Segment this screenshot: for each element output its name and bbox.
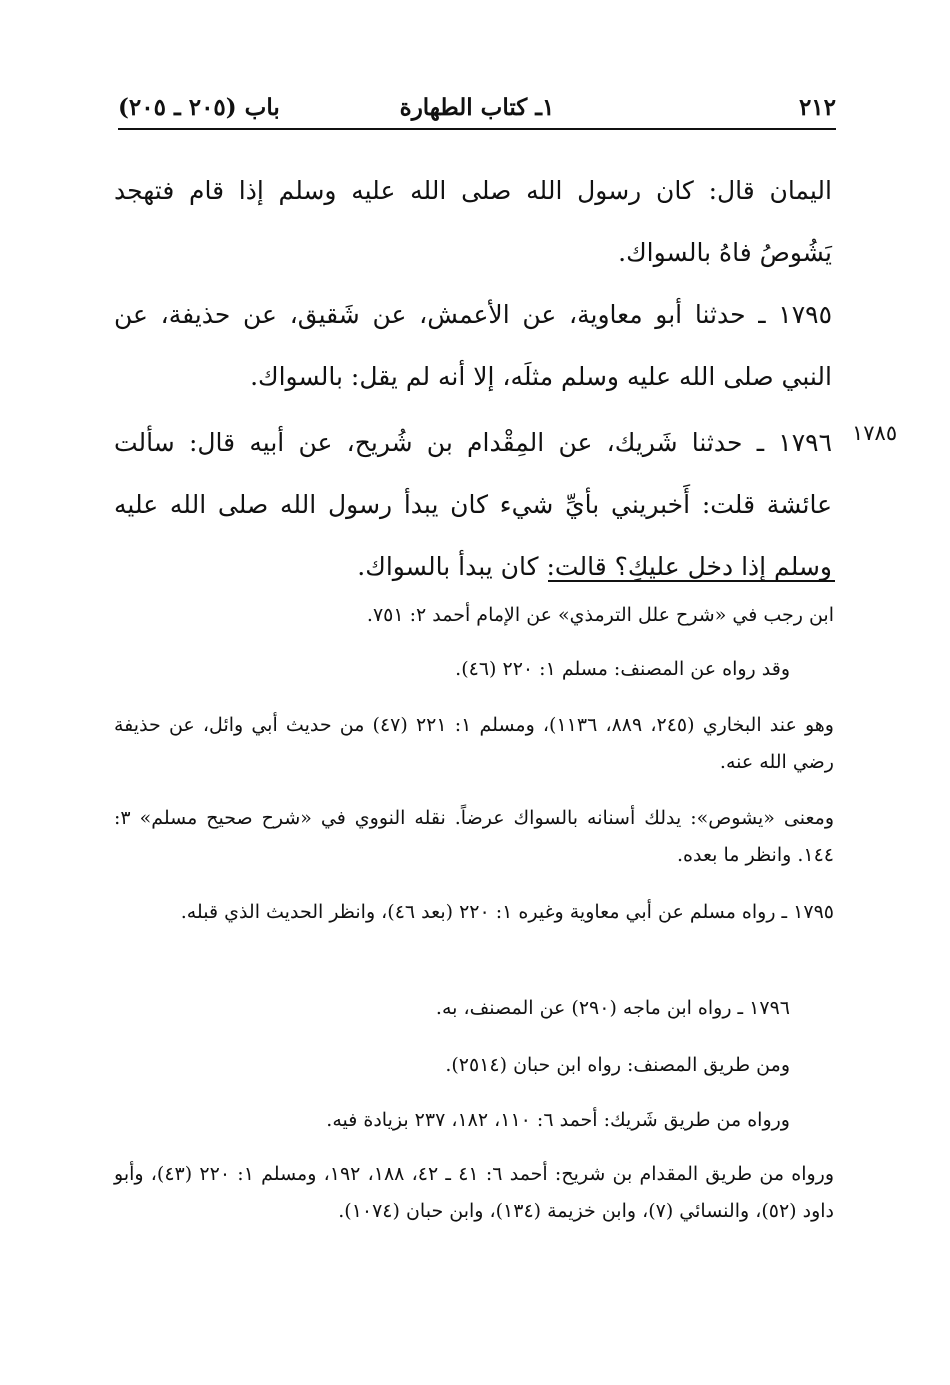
running-header bbox=[118, 92, 836, 130]
margin-number: ١٧٨٥ bbox=[852, 421, 898, 445]
main-text-paragraph bbox=[114, 284, 832, 408]
footnote-divider bbox=[548, 580, 835, 582]
page-number: ٢١٢ bbox=[798, 94, 836, 121]
main-text-paragraph bbox=[114, 160, 832, 284]
footnote-line: ١٧٩٦ ـ رواه ابن ماجه (٢٩٠) عن المصنف، به. bbox=[435, 997, 790, 1019]
hadith-1796: ١٧٩٦ ـ حدثنا شَريك، عن المِقْدام بن شُريح، عن أبيه قال: سألت عائشة قلت: أَخبريني بأيِّ شيء كان يبدأ رسول الله صلى الله عليه وسلم إذا دخل عليكِ؟ قالت: كان يبدأ بالسواك. bbox=[114, 428, 832, 581]
footnote-line: ابن رجب في «شرح علل الترمذي» عن الإمام أحمد ٢: ٧٥١. bbox=[366, 604, 834, 626]
footnote-line: ورواه من طريق المقدام بن شريح: أحمد ٦: ٤١ ـ ٤٢، ١٨٨، ١٩٢، ومسلم ١: ٢٢٠ (٤٣)، وأبو داود (٥٢)، والنسائي (٧)، وابن خزيمة (١٣٤)، وابن حبان (١٠٧٤). bbox=[114, 1163, 835, 1222]
footnote-line: ومن طريق المصنف: رواه ابن حبان (٢٥١٤). bbox=[445, 1054, 790, 1076]
chapter-title: باب (٢٠٥ ـ ٢٠٥) bbox=[118, 94, 280, 121]
footnote-line: ١٧٩٥ ـ رواه مسلم عن أبي معاوية وغيره ١: ٢٢٠ (بعد ٤٦)، وانظر الحديث الذي قبله. bbox=[180, 901, 834, 923]
footnote-line: ومعنى «يشوص»: يدلك أسنانه بالسواك عرضاً. نقله النووي في «شرح صحيح مسلم» ٣: ١٤٤. وانظر ما بعده. bbox=[114, 807, 834, 866]
hadith-1795: ١٧٩٥ ـ حدثنا أبو معاوية، عن الأعمش، عن شَقيق، عن حذيفة، عن النبي صلى الله عليه وسلم مثلَه، إلا أنه لم يقل: بالسواك. bbox=[114, 300, 832, 391]
hadith-continuation: اليمان قال: كان رسول الله صلى الله عليه وسلم إذا قام فتهجد يَشُوصُ فاهُ بالسواك. bbox=[114, 176, 832, 267]
book-title: ١ـ كتاب الطهارة bbox=[399, 94, 555, 121]
footnote-line: وقد رواه عن المصنف: مسلم ١: ٢٢٠ (٤٦). bbox=[455, 658, 790, 680]
footnote-line: وهو عند البخاري (٢٤٥، ٨٨٩، ١١٣٦)، ومسلم ١: ٢٢١ (٤٧) من حديث أبي وائل، عن حذيفة رضي الله عنه. bbox=[114, 714, 834, 773]
footnote-line: ورواه من طريق شَريك: أحمد ٦: ١١٠، ١٨٢، ٢٣٧ بزيادة فيه. bbox=[326, 1109, 790, 1131]
main-text-paragraph bbox=[114, 412, 832, 598]
